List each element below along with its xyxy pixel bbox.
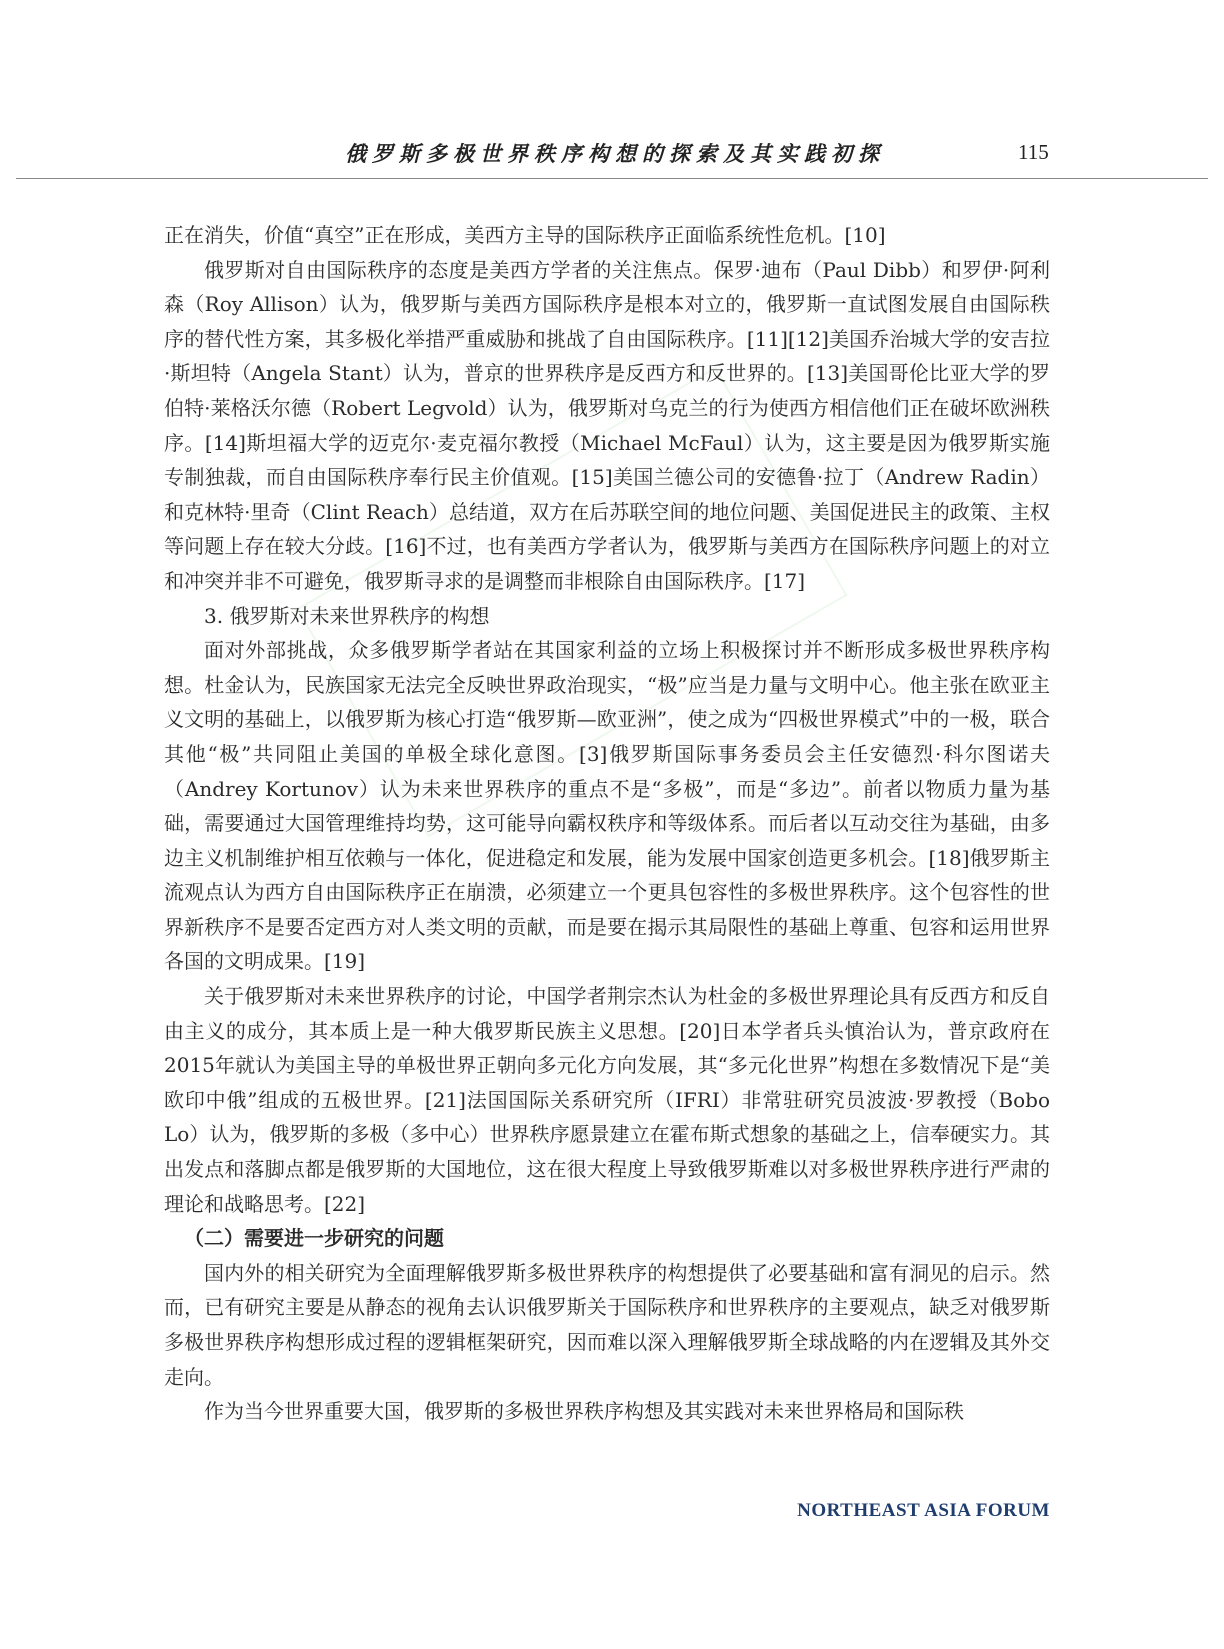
running-header-title: 俄罗斯多极世界秩序构想的探索及其实践初探 [345, 142, 885, 166]
journal-footer: NORTHEAST ASIA FORUM [797, 1500, 1050, 1521]
paragraph-final: 作为当今世界重要大国，俄罗斯的多极世界秩序构想及其实践对未来世界格局和国际秩 [204, 1399, 964, 1424]
paragraph-continuation: 正在消失，价值“真空”正在形成，美西方主导的国际秩序正面临系统性危机。[10] [164, 223, 886, 247]
paragraph-russian-scholars: 面对外部挑战，众多俄罗斯学者站在其国家利益的立场上积极探讨并不断形成多极世界秩序构想。杜金认为，民族国家无法完全反映世界政治现实，“极”应当是力量与文明中心。他主张在欧亚主义文明的基础上，以俄罗斯为核心打造“俄罗斯—欧亚洲”，使之成为“四极世界模式”中的一极，联合其他“极”共同阻止美国的单极全球化意图。[3]俄罗斯国际事务委员会主任安德烈·科尔图诺夫（Andrey Kortunov）认为未来世界秩序的重点不是“多极”，而是“多边”。前者以物质力量为基础，需要通过大国管理维持均势，这可能导向霸权秩序和等级体系。而后者以互动交往为基础，由多边主义机制维护相互依赖与一体化，促进稳定和发展，能为发展中国家创造更多机会。[18]俄罗斯主流观点认为西方自由国际秩序正在崩溃，必须建立一个更具包容性的多极世界秩序。这个包容性的世界新秩序不是要否定西方对人类文明的贡献，而是要在揭示其局限性的基础上尊重、包容和运用世界各国的文明成果。[19] [164, 638, 1050, 974]
section-heading-2: （二）需要进一步研究的问题 [184, 1226, 444, 1251]
paragraph-western-scholars: 俄罗斯对自由国际秩序的态度是美西方学者的关注焦点。保罗·迪布（Paul Dibb）和罗伊·阿利森（Roy Allison）认为，俄罗斯与美西方国际秩序是根本对立的，俄罗斯一直试图发展自由国际秩序的替代性方案，其多极化举措严重威胁和挑战了自由国际秩序。[11][12]美国乔治城大学的安吉拉·斯坦特（Angela Stant）认为，普京的世界秩序是反西方和反世界的。[13]美国哥伦比亚大学的罗伯特·莱格沃尔德（Robert Legvold）认为，俄罗斯对乌克兰的行为使西方相信他们正在破坏欧洲秩序。[14]斯坦福大学的迈克尔·麦克福尔教授（Michael McFaul）认为，这主要是因为俄罗斯实施专制独裁，而自由国际秩序奉行民主价值观。[15]美国兰德公司的安德鲁·拉丁（Andrew Radin）和克林特·里奇（Clint Reach）总结道，双方在后苏联空间的地位问题、美国促进民主的政策、主权等问题上存在较大分歧。[16]不过，也有美西方学者认为，俄罗斯与美西方在国际秩序问题上的对立和冲突并非不可避免，俄罗斯寻求的是调整而非根除自由国际秩序。[17] [164, 257, 1050, 593]
header-divider [16, 178, 1208, 179]
paragraph-research-gap: 国内外的相关研究为全面理解俄罗斯多极世界秩序的构想提供了必要基础和富有洞见的启示。然而，已有研究主要是从静态的视角去认识俄罗斯关于国际秩序和世界秩序的主要观点，缺乏对俄罗斯多极世界秩序构想形成过程的逻辑框架研究，因而难以深入理解俄罗斯全球战略的内在逻辑及其外交走向。 [164, 1260, 1050, 1389]
article-body [164, 218, 1057, 1429]
page-number: 115 [1018, 140, 1049, 164]
paragraph-other-scholars: 关于俄罗斯对未来世界秩序的讨论，中国学者荆宗杰认为杜金的多极世界理论具有反西方和反自由主义的成分，其本质上是一种大俄罗斯民族主义思想。[20]日本学者兵头慎治认为，普京政府在2015年就认为美国主导的单极世界正朝向多元化方向发展，其“多元化世界”构想在多数情况下是“美欧印中俄”组成的五极世界。[21]法国国际关系研究所（IFRI）非常驻研究员波波·罗教授（Bobo Lo）认为，俄罗斯的多极（多中心）世界秩序愿景建立在霍布斯式想象的基础之上，信奉硬实力。其出发点和落脚点都是俄罗斯的大国地位，这在很大程度上导致俄罗斯难以对多极世界秩序进行严肃的理论和战略思考。[22] [164, 984, 1057, 1216]
section-heading-3: 3. 俄罗斯对未来世界秩序的构想 [204, 603, 490, 628]
